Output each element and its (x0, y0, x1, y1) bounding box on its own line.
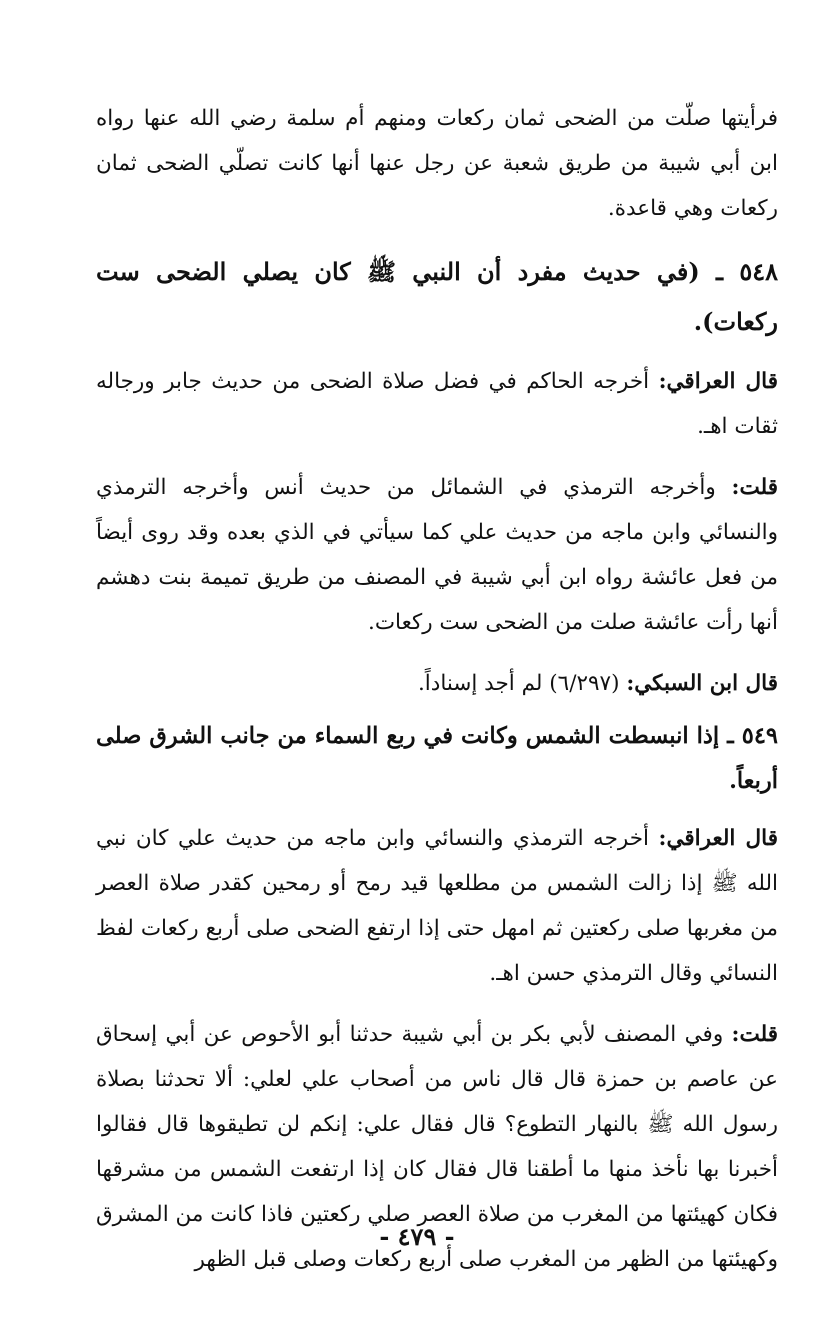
paragraph-text: فرأيتها صلّت من الضحى ثمان ركعات ومنهم أم سلمة رضي الله عنها رواه ابن أبي شيبة من طريق شعبة عن رجل عنها أنها كانت تصلّي الضحى ثمان ركعات وهي قاعدة. (96, 106, 778, 221)
page-body (96, 96, 778, 1298)
speaker-label: قال ابن السبكي: (626, 671, 778, 696)
paragraph (96, 816, 778, 996)
paragraph (96, 465, 778, 645)
heading-text: ٥٤٩ ـ إذا انبسطت الشمس وكانت في ربع السماء من جانب الشرق صلى أربعاً. (96, 723, 778, 794)
speaker-label: قلت: (731, 1022, 778, 1047)
page-number: - ٤٧٩ - (379, 1222, 455, 1251)
speaker-label: قال العراقي: (658, 369, 778, 394)
paragraph-text: أخرجه الترمذي والنسائي وابن ماجه من حديث علي كان نبي الله ﷺ إذا زالت الشمس من مطلعها قيد رمح أو رمحين كقدر صلاة العصر من مغربها صلى ركعتين ثم امهل حتى إذا ارتفع الضحى صلى أربع ركعات لفظ النسائي وقال الترمذي حسن اهـ. (96, 826, 778, 986)
paragraph (96, 661, 778, 706)
hadith-heading-549 (96, 714, 778, 804)
hadith-heading-548 (96, 247, 778, 347)
paragraph (96, 96, 778, 231)
paragraph-text: وأخرجه الترمذي في الشمائل من حديث أنس وأخرجه الترمذي والنسائي وابن ماجه من حديث علي كما سيأتي في الذي بعده وقد روى أيضاً من فعل عائشة رواه ابن أبي شيبة في المصنف من طريق تميمة بنت دهشم أنها رأت عائشة صلت من الضحى ست ركعات. (96, 475, 778, 635)
paragraph-text: (٦/٢٩٧) لم أجد إسناداً. (417, 671, 627, 696)
heading-text: ٥٤٨ ـ (في حديث مفرد أن النبي ﷺ كان يصلي الضحى ست ركعات). (96, 257, 778, 336)
paragraph-text: أخرجه الحاكم في فضل صلاة الضحى من حديث جابر ورجاله ثقات اهـ. (96, 369, 778, 439)
speaker-label: قلت: (731, 475, 778, 500)
paragraph (96, 359, 778, 449)
speaker-label: قال العراقي: (658, 826, 778, 851)
paragraph-text: وفي المصنف لأبي بكر بن أبي شيبة حدثنا أبو الأحوص عن أبي إسحاق عن عاصم بن حمزة قال قال ناس من أصحاب علي لعلي: ألا تحدثنا بصلاة رسول الله ﷺ بالنهار التطوع؟ قال فقال علي: إنكم لن تطيقوها قال فقالوا أخبرنا بها نأخذ منها ما أطقنا قال فقال كان إذا ارتفعت الشمس من مشرقها فكان كهيئتها من المغرب من صلاة العصر صلي ركعتين فاذا كانت من المشرق وكهيئتها من الظهر من المغرب صلى أربع ركعات وصلى قبل الظهر (96, 1022, 778, 1272)
